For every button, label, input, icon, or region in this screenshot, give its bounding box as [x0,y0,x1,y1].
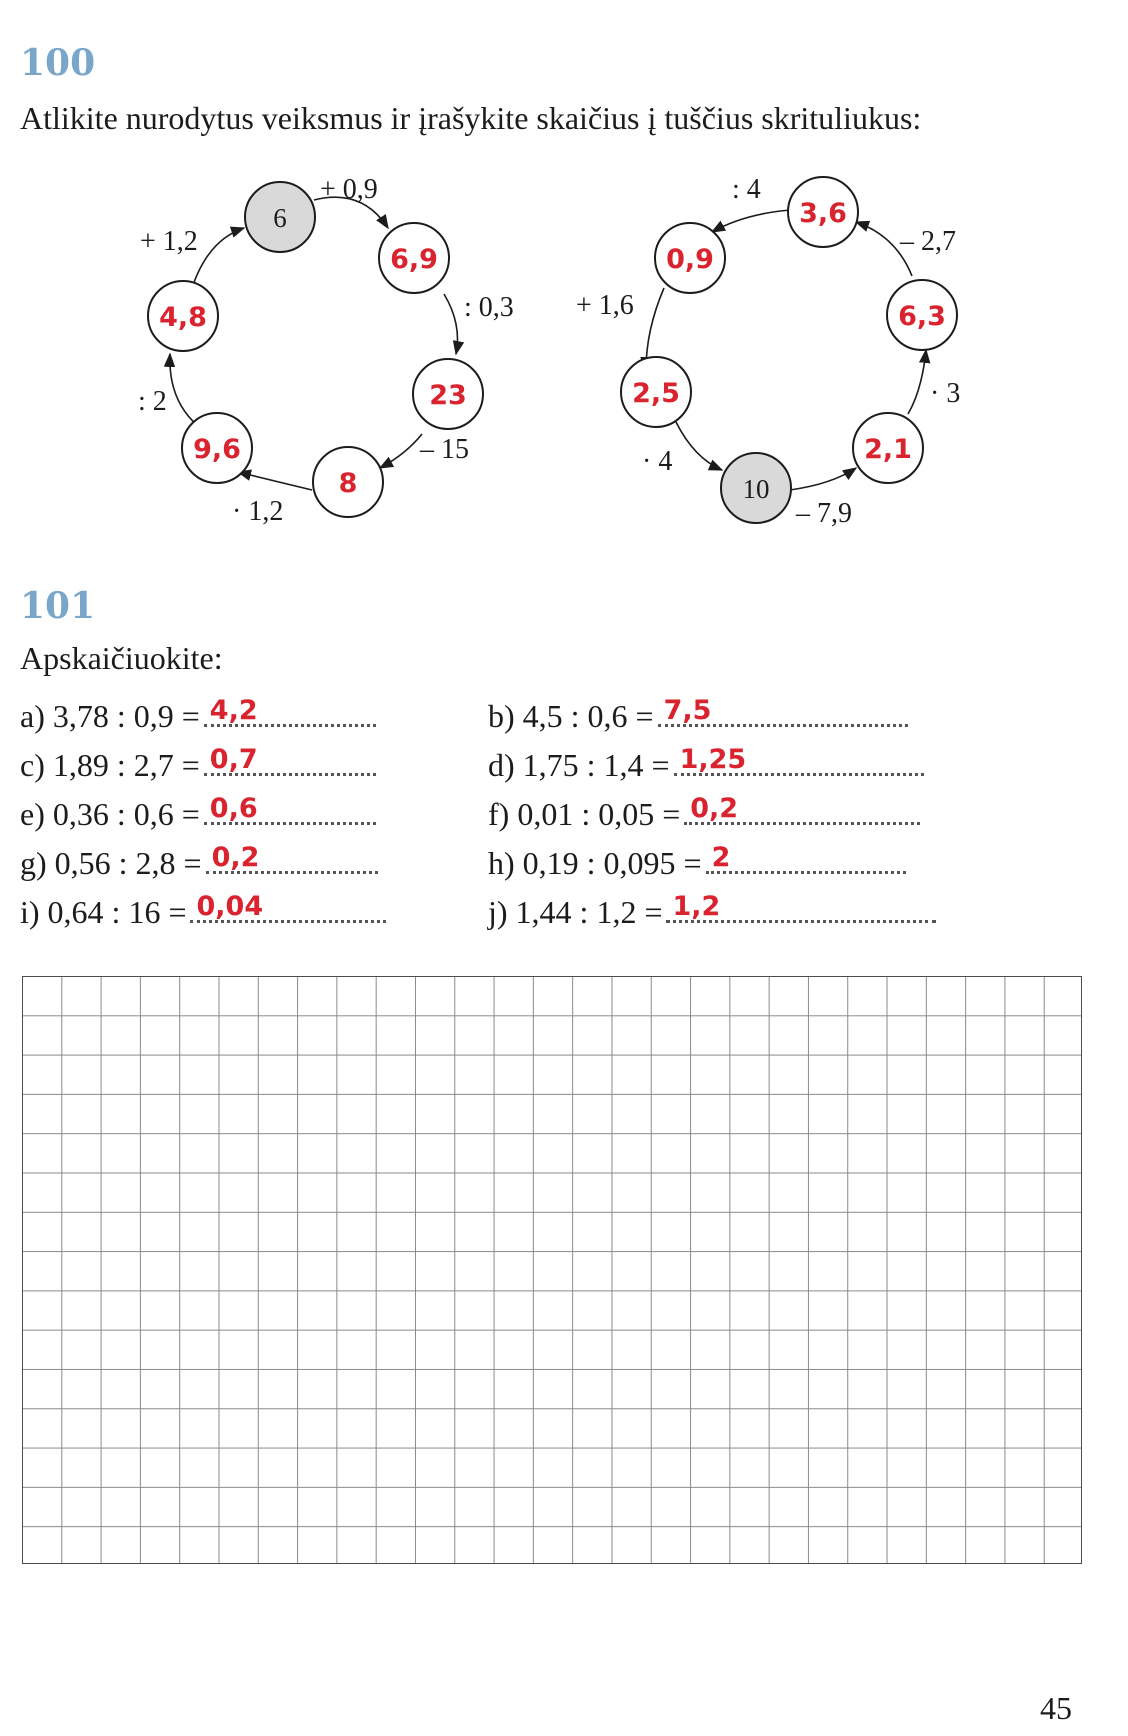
left-node-4-value: 9,6 [193,434,241,465]
right-node-1-value: 2,1 [864,434,912,465]
exercise-h [488,843,906,887]
right-op-4: + 1,6 [576,290,634,321]
exercise-i-answer-field[interactable] [190,892,386,923]
exercise-h-answer-field[interactable] [706,843,906,874]
exercise-c-answer-field[interactable] [204,745,376,776]
exercise-h-answer: 2 [711,842,731,873]
right-op-1: · 3 [930,378,961,409]
exercise-f-expression: f) 0,01 : 0,05 = [488,796,681,832]
exercise-a-answer-field[interactable] [204,696,376,727]
right-op-2: – 2,7 [900,226,956,257]
left-op-1: : 0,3 [464,292,514,323]
exercise-d-answer-field[interactable] [674,745,924,776]
left-op-2: – 15 [420,434,469,465]
exercise-a-answer: 4,2 [209,695,258,726]
exercise-d [488,745,924,789]
exercise-g-answer-field[interactable] [206,843,378,874]
exercise-f-answer: 0,2 [690,793,739,824]
left-node-1-value: 6,9 [390,244,438,275]
arrow-l5 [192,228,244,288]
arrow-r5 [676,422,722,470]
exercise-g [20,843,378,887]
exercise-c [20,745,376,789]
exercise-f [488,794,920,838]
right-cycle [576,174,960,529]
arrow-r3 [712,210,790,232]
exercise-h-expression: h) 0,19 : 0,095 = [488,845,702,881]
exercise-b-expression: b) 4,5 : 0,6 = [488,698,654,734]
arrow-r0 [790,468,856,490]
exercise-e [20,794,376,838]
arrow-l3 [238,472,312,490]
right-node-2-value: 6,3 [898,301,946,332]
operation-cycle-diagrams [0,170,1128,540]
squared-work-area[interactable] [22,976,1082,1564]
left-op-5: + 1,2 [140,226,198,257]
left-node-5-value: 4,8 [159,302,207,333]
exercise-j-answer: 1,2 [672,891,721,922]
left-node-0-value: 6 [273,203,287,233]
left-op-0: + 0,9 [320,174,378,205]
exercise-b-answer-field[interactable] [658,696,908,727]
right-node-4-value: 0,9 [666,244,714,275]
task-number-101: 101 [20,585,96,627]
right-op-0: – 7,9 [796,498,852,529]
exercise-f-answer-field[interactable] [684,794,920,825]
exercise-e-answer-field[interactable] [204,794,376,825]
exercise-e-answer: 0,6 [209,793,258,824]
arrow-r1 [908,350,926,414]
arrow-l2 [380,434,422,468]
right-node-5-value: 2,5 [632,378,680,409]
task-100-instruction: Atlikite nurodytus veiksmus ir įrašykite skaičius į tuščius skrituliukus: [20,100,922,136]
exercise-j-expression: j) 1,44 : 1,2 = [488,894,663,930]
exercise-i [20,892,386,936]
exercise-d-answer: 1,25 [679,744,747,775]
exercise-j-answer-field[interactable] [666,892,936,923]
right-node-3-value: 3,6 [799,198,847,229]
exercise-e-expression: e) 0,36 : 0,6 = [20,796,200,832]
page-number: 45 [1040,1690,1072,1726]
exercise-g-expression: g) 0,56 : 2,8 = [20,845,202,881]
left-op-4: : 2 [138,386,167,417]
arrow-l1 [444,294,458,354]
exercise-g-answer: 0,2 [211,842,260,873]
arrow-l4 [170,354,198,426]
right-op-5: · 4 [642,446,673,477]
exercise-d-expression: d) 1,75 : 1,4 = [488,747,670,783]
exercise-c-expression: c) 1,89 : 2,7 = [20,747,200,783]
exercise-j [488,892,936,936]
right-op-3: : 4 [732,174,761,205]
exercise-a [20,696,376,740]
exercise-b-answer: 7,5 [663,695,712,726]
task-number-100: 100 [20,42,96,84]
left-node-3-value: 8 [338,468,358,499]
exercise-b [488,696,908,740]
exercise-i-answer: 0,04 [196,891,264,922]
exercise-c-answer: 0,7 [209,744,258,775]
left-node-2-value: 23 [429,380,467,411]
exercise-i-expression: i) 0,64 : 16 = [20,894,187,930]
exercise-a-expression: a) 3,78 : 0,9 = [20,698,200,734]
task-101-instruction: Apskaičiuokite: [20,640,223,676]
left-op-3: · 1,2 [232,496,284,527]
right-node-0-value: 10 [742,474,770,504]
